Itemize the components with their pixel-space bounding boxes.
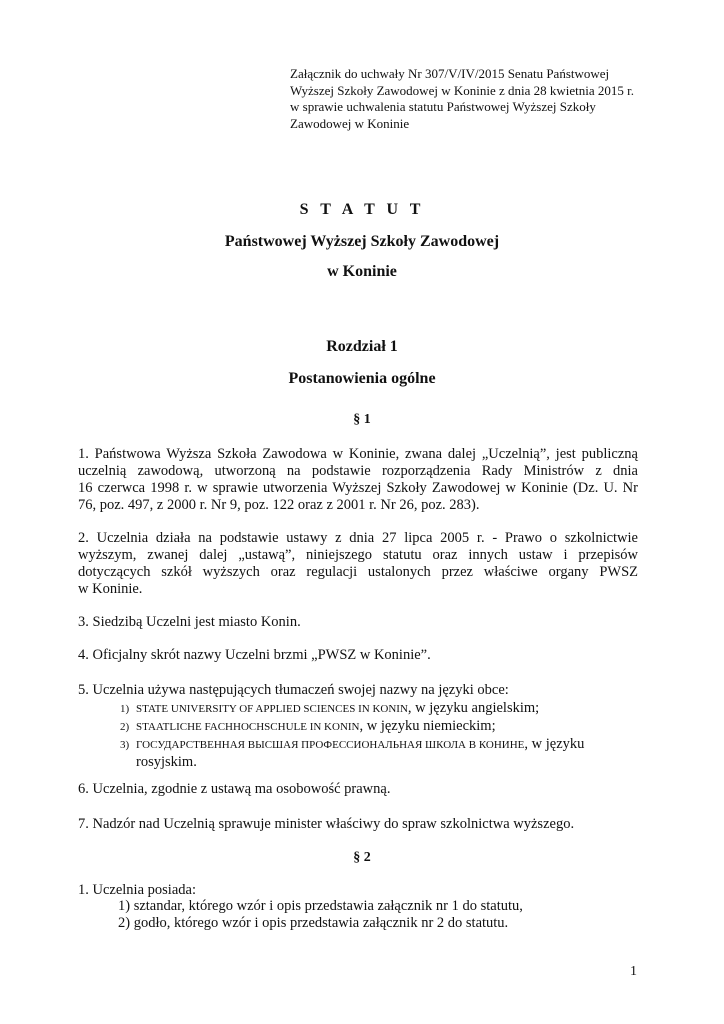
translation-language: , w języku angielskim; — [407, 700, 540, 716]
paragraph-line: dotyczących szkół wyższych oraz regulacji ustalonych przez właściwe organy PWSZ — [78, 564, 638, 580]
list-item — [120, 736, 660, 754]
paragraph-line: 16 czerwca 1998 r. w sprawie utworzenia Wyższej Szkoły Zawodowej w Koninie (Dz. U. Nr — [78, 480, 638, 496]
annex-note — [290, 66, 670, 132]
paragraph-line: 1. Państwowa Wyższa Szkoła Zawodowa w Koninie, zwana dalej „Uczelnią”, jest publiczną — [78, 446, 638, 462]
page-number: 1 — [630, 964, 637, 979]
section-heading: § 2 — [353, 850, 371, 865]
translation-name: ГОСУДАРСТВЕННАЯ ВЫСШАЯ ПРОФЕССИОНАЛЬНАЯ ШКОЛА В КОНИНЕ — [136, 739, 525, 751]
paragraph-1 — [78, 446, 638, 514]
possession-list — [118, 898, 523, 932]
list-item: 1) sztandar, którego wzór i opis przedstawia załącznik nr 1 do statutu, — [118, 898, 523, 914]
paragraph-4: 4. Oficjalny skrót nazwy Uczelni brzmi „PWSZ w Koninie”. — [78, 647, 431, 663]
paragraph-3: 3. Siedzibą Uczelni jest miasto Konin. — [78, 614, 301, 630]
paragraph-section2-1: 1. Uczelnia posiada: — [78, 882, 196, 898]
chapter-name: Postanowienia ogólne — [288, 370, 436, 387]
paragraph-line: 2. Uczelnia działa na podstawie ustawy z dnia 27 lipca 2005 r. - Prawo o szkolnictwie — [78, 530, 638, 546]
annex-line: Wyższej Szkoły Zawodowej w Koninie z dnia 28 kwietnia 2015 r. — [290, 82, 634, 98]
chapter-number: Rozdział 1 — [326, 338, 398, 355]
list-item: 2) godło, którego wzór i opis przedstawia załącznik nr 2 do statutu. — [118, 915, 509, 931]
annex-line: Załącznik do uchwały Nr 307/V/IV/2015 Senatu Państwowej — [290, 66, 610, 81]
paragraph-5: 5. Uczelnia używa następujących tłumaczeń swojej nazwy na języki obce: — [78, 682, 509, 698]
translation-language: , w języku — [524, 736, 585, 752]
paragraph-line: wyższym, zwanej dalej „ustawą”, niniejszego statutu oraz innych ustaw i przepisów — [78, 547, 638, 563]
paragraph-line: uczelnią zawodową, utworzoną na podstawie rozporządzenia Rady Ministrów z dnia — [78, 463, 638, 479]
paragraph-6: 6. Uczelnia, zgodnie z ustawą ma osobowość prawną. — [78, 781, 391, 797]
list-item — [120, 700, 660, 718]
paragraph-line: w Koninie. — [78, 581, 143, 597]
list-number: 1) — [120, 703, 130, 715]
annex-line: Zawodowej w Koninie — [290, 115, 410, 131]
translation-list — [120, 700, 660, 771]
school-name: Państwowej Wyższej Szkoły Zawodowej — [224, 233, 500, 250]
list-number: 3) — [120, 739, 130, 751]
section-heading: § 1 — [353, 412, 371, 427]
translation-language: , w języku niemieckim; — [359, 718, 496, 734]
annex-line: w sprawie uchwalenia statutu Państwowej Wyższej Szkoły — [290, 99, 596, 114]
translation-continuation: rosyjskim. — [136, 754, 197, 770]
translation-name: STAATLICHE FACHHOCHSCHULE IN KONIN — [136, 721, 360, 733]
school-city: w Koninie — [327, 263, 397, 280]
paragraph-line: 76, poz. 497, z 2000 r. Nr 9, poz. 122 oraz z 2001 r. Nr 26, poz. 283). — [78, 497, 480, 513]
list-number: 2) — [120, 721, 130, 733]
translation-name: STATE UNIVERSITY OF APPLIED SCIENCES IN KONIN — [136, 703, 408, 715]
paragraph-2 — [78, 530, 638, 598]
paragraph-7: 7. Nadzór nad Uczelnią sprawuje minister właściwy do spraw szkolnictwa wyższego. — [78, 816, 575, 832]
list-item — [120, 718, 660, 736]
document-title: S T A T U T — [299, 201, 425, 218]
